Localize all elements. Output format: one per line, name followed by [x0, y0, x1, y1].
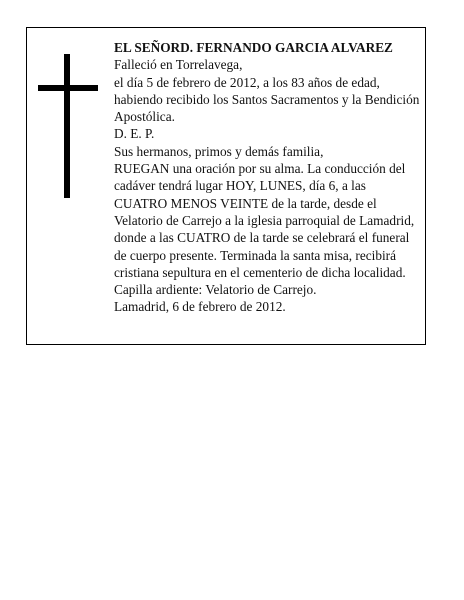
cross-horizontal-bar	[38, 85, 98, 91]
chapel-line: Capilla ardiente: Velatorio de Carrejo.	[114, 282, 317, 298]
death-details: el día 5 de febrero de 2012, a los 83 años de edad, habiendo recibido los Santos Sacramentos y la Bendición Apostólica.	[114, 74, 420, 125]
rip-line: D. E. P.	[114, 126, 155, 142]
obituary-notice	[26, 27, 426, 345]
cross-icon	[38, 54, 98, 198]
notice-text	[114, 39, 420, 316]
cross-vertical-bar	[64, 54, 70, 198]
family-line: Sus hermanos, primos y demás familia,	[114, 143, 324, 159]
funeral-details: RUEGAN una oración por su alma. La conducción del cadáver tendrá lugar HOY, LUNES, día 6, a las CUATRO MENOS VEINTE de la tarde, desde el Velatorio de Carrejo a la iglesia parroquial de Lamadrid, donde a las CUATRO de la tarde se celebrará el funeral de cuerpo presente. Terminada la santa misa, recibirá cristiana sepultura en el cementerio de dicha localidad.	[114, 161, 415, 280]
deceased-name: EL SEÑORD. FERNANDO GARCIA ALVAREZ	[114, 40, 393, 55]
death-place: Falleció en Torrelavega,	[114, 57, 243, 73]
place-date-line: Lamadrid, 6 de febrero de 2012.	[114, 299, 286, 315]
